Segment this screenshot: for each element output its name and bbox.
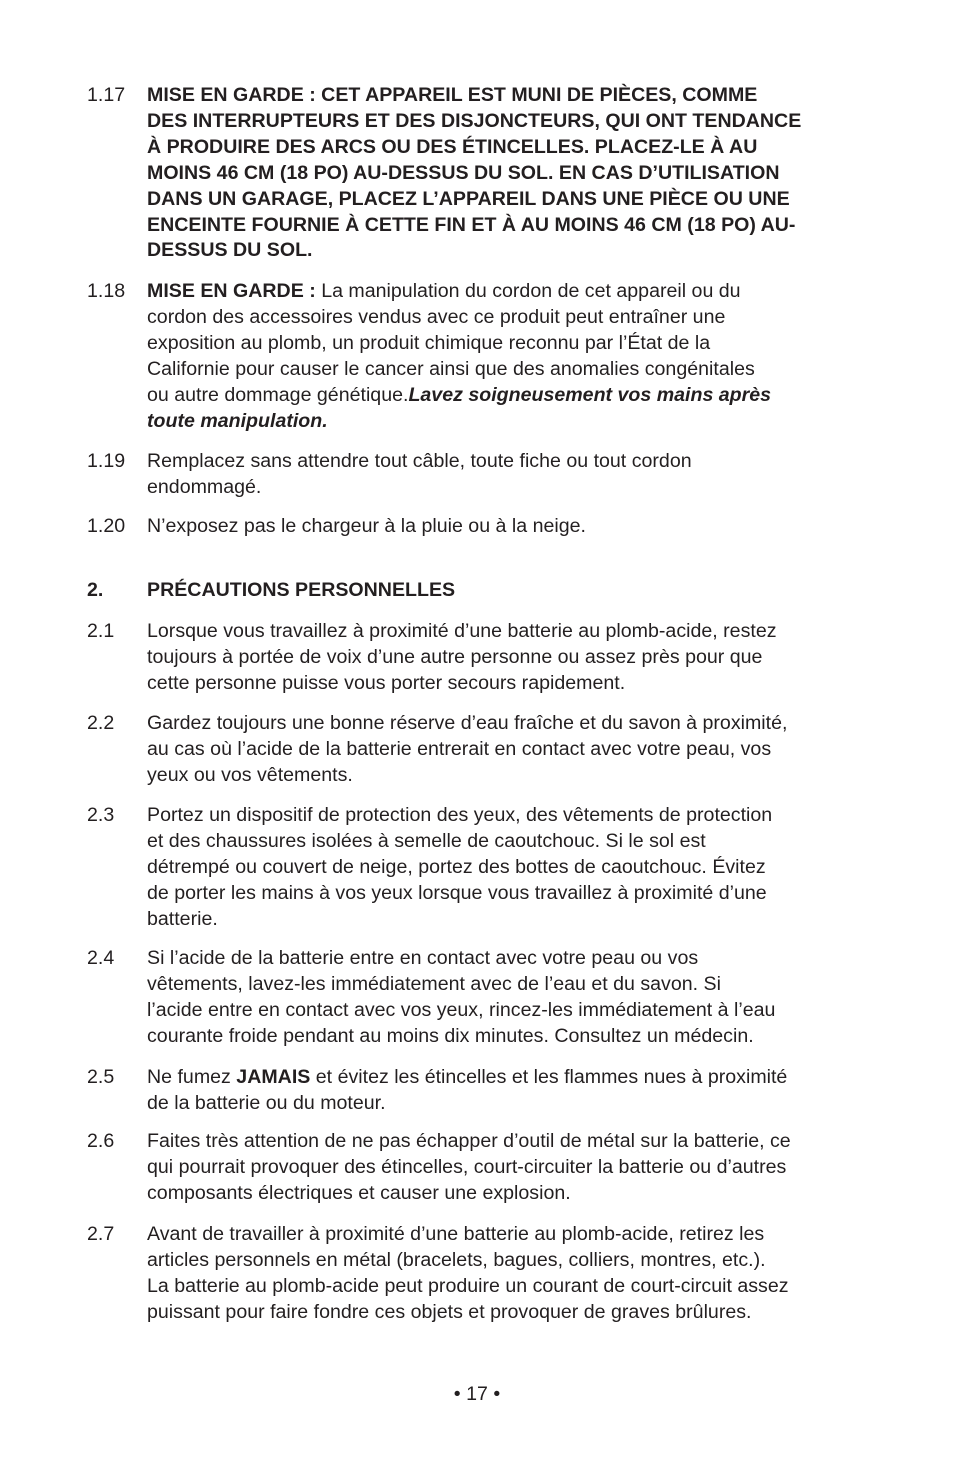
text-line: La batterie au plomb-acide peut produire un courant de court-circuit assez [147,1274,789,1297]
item-text [147,279,869,434]
item-text [147,449,869,501]
text-line [147,1065,869,1091]
text-line [147,279,869,305]
text-line: yeux ou vos vêtements. [147,763,353,786]
text-line: endommagé. [147,475,262,498]
text-line: toujours à portée de voix d’une autre personne ou assez près pour que [147,645,763,668]
section-number: 2. [87,579,104,601]
text-span: ou autre dommage génétique. [147,383,409,406]
text-span: Ne fumez [147,1066,237,1088]
page-number: • 17 • [453,1383,501,1405]
item-number: 2.2 [87,712,115,734]
text-line: MISE EN GARDE : CET APPAREIL EST MUNI DE PIÈCES, COMME [147,84,758,106]
item-number: 2.1 [87,620,115,642]
item-text [147,803,869,933]
item-number: 2.4 [87,947,115,969]
text-line: exposition au plomb, un produit chimique reconnu par l’État de la [147,331,711,354]
text-line: MOINS 46 CM (18 PO) AU-DESSUS DU SOL. EN CAS D’UTILISATION [147,161,780,184]
emphasis-text: Lavez soigneusement vos mains après [408,383,772,406]
emphasis-line: toute manipulation. [147,409,328,432]
text-line: Avant de travailler à proximité d’une batterie au plomb-acide, retirez les [147,1223,765,1245]
item-text [147,1222,869,1326]
text-line: Portez un dispositif de protection des yeux, des vêtements de protection [147,804,773,826]
text-line: qui pourrait provoquer des étincelles, court-circuiter la batterie ou d’autres [147,1155,787,1178]
text-line: Faites très attention de ne pas échapper d’outil de métal sur la batterie, ce [147,1130,791,1152]
text-line: détrempé ou couvert de neige, portez des bottes de caoutchouc. Évitez [147,855,766,878]
text-line: cette personne puisse vous porter secours rapidement. [147,671,626,694]
item-text [147,1129,869,1207]
text-line: DESSUS DU SOL. [147,239,313,262]
text-line: vêtements, lavez-les immédiatement avec de l’eau et du savon. Si [147,972,721,995]
text-line: et des chaussures isolées à semelle de caoutchouc. Si le sol est [147,829,706,852]
text-line: Si l’acide de la batterie entre en contact avec votre peau ou vos [147,947,699,969]
text-line: cordon des accessoires vendus avec ce produit peut entraîner une [147,305,726,328]
item-text [147,946,869,1050]
text-line: composants électriques et causer une explosion. [147,1181,571,1204]
text-line: articles personnels en métal (bracelets, bagues, colliers, montres, etc.). [147,1248,766,1271]
item-number: 2.3 [87,804,115,826]
item-number: 2.5 [87,1066,115,1088]
item-number: 1.19 [87,450,126,472]
item-text [147,514,869,540]
text-line: puissant pour faire fondre ces objets et provoquer de graves brûlures. [147,1300,752,1323]
text-line: Lorsque vous travaillez à proximité d’une batterie au plomb-acide, restez [147,620,777,642]
section-title: PRÉCAUTIONS PERSONNELLES [147,579,456,601]
text-line: de la batterie ou du moteur. [147,1091,386,1114]
item-number: 1.20 [87,515,126,537]
text-line: ENCEINTE FOURNIE À CETTE FIN ET À AU MOINS 46 CM (18 PO) AU- [147,213,796,236]
text-line: À PRODUIRE DES ARCS OU DES ÉTINCELLES. PLACEZ-LE À AU [147,135,758,158]
text-line: DES INTERRUPTEURS ET DES DISJONCTEURS, QUI ONT TENDANCE [147,109,802,132]
text-line [147,383,869,409]
text-line: Californie pour causer le cancer ainsi que des anomalies congénitales [147,357,755,380]
item-text [147,1065,869,1117]
text-line: batterie. [147,907,218,930]
item-text [147,619,869,697]
item-text [147,83,869,264]
text-line: Remplacez sans attendre tout câble, toute fiche ou tout cordon [147,450,692,472]
text-line: de porter les mains à vos yeux lorsque vous travaillez à proximité d’une [147,881,767,904]
text-line: courante froide pendant au moins dix minutes. Consultez un médecin. [147,1024,754,1047]
text-line: l’acide entre en contact avec vos yeux, rincez-les immédiatement à l’eau [147,998,776,1021]
text-line: N’exposez pas le chargeur à la pluie ou à la neige. [147,515,586,537]
item-number: 2.6 [87,1130,115,1152]
warning-label: MISE EN GARDE : [147,280,316,302]
item-number: 1.18 [87,280,126,302]
text-span: et évitez les étincelles et les flammes nues à proximité [310,1066,788,1088]
emphasis-text: JAMAIS [236,1066,311,1088]
item-number: 2.7 [87,1223,115,1245]
text-line: DANS UN GARAGE, PLACEZ L’APPAREIL DANS UNE PIÈCE OU UNE [147,187,790,210]
item-text [147,711,869,789]
text-line: au cas où l’acide de la batterie entrerait en contact avec votre peau, vos [147,737,772,760]
text-line: Gardez toujours une bonne réserve d’eau fraîche et du savon à proximité, [147,712,788,734]
text-span: La manipulation du cordon de cet appareil ou du [315,280,741,302]
item-number: 1.17 [87,84,126,106]
